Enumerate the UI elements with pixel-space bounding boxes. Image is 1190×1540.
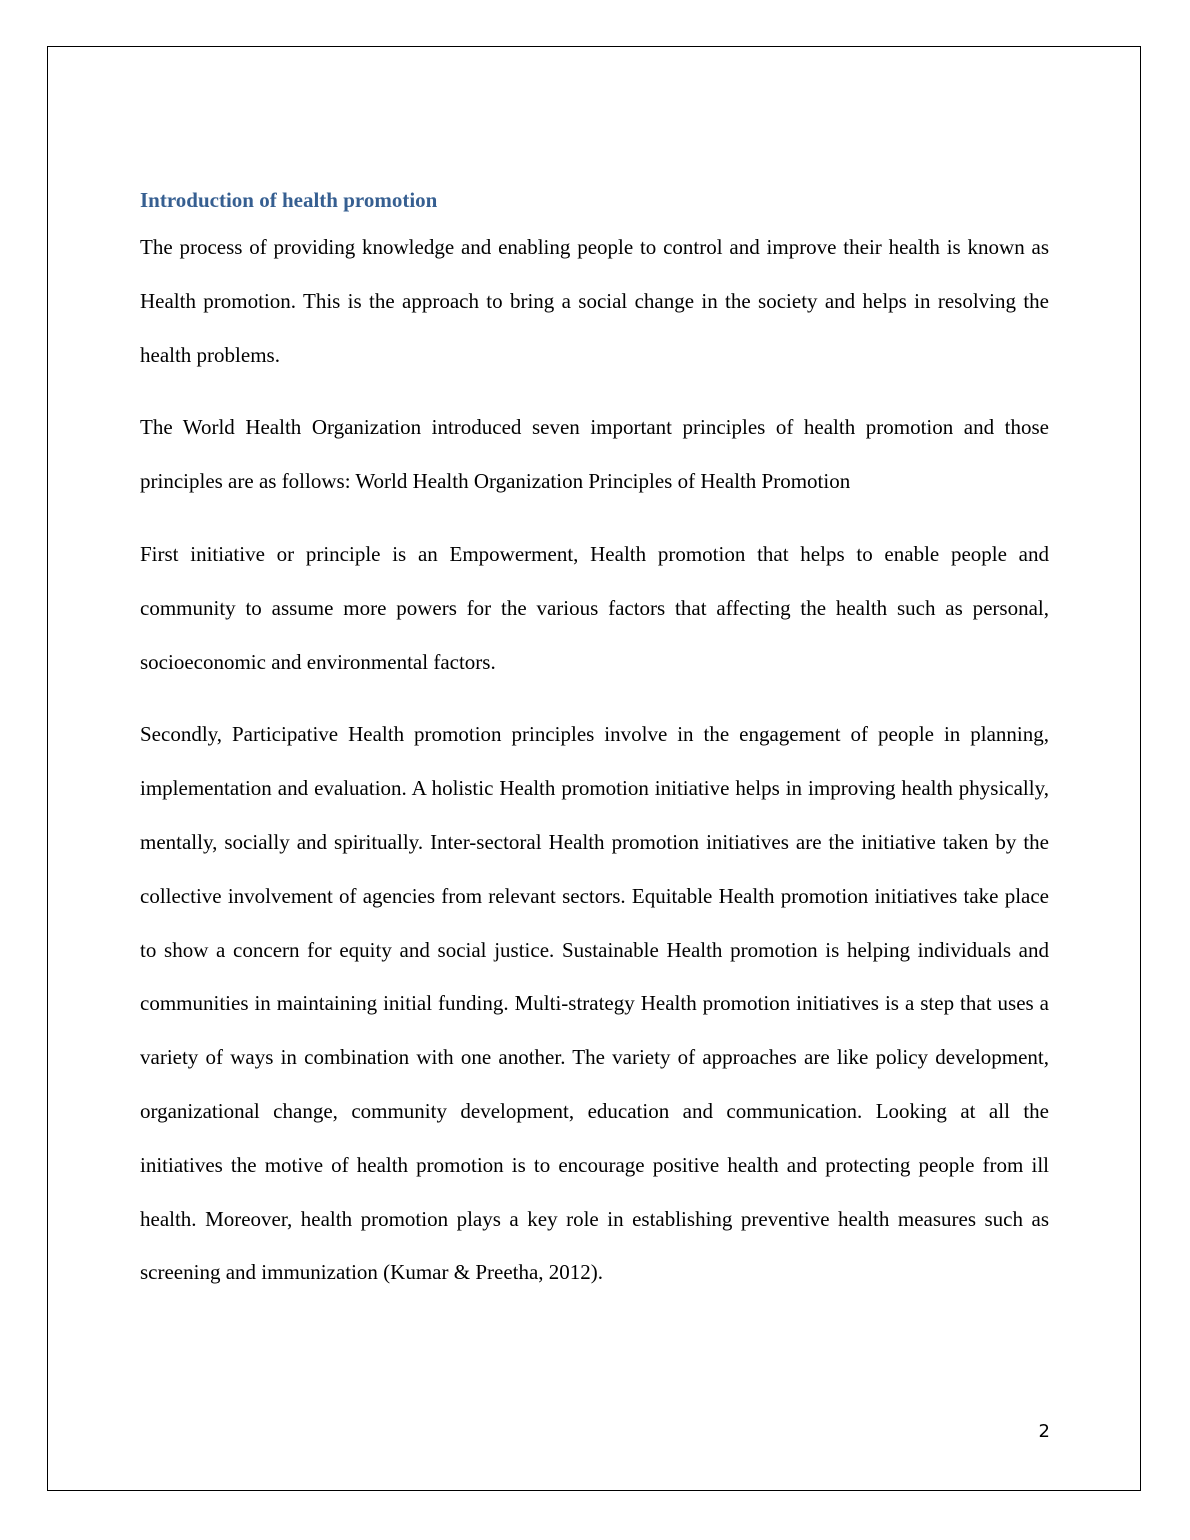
paragraph-1: The process of providing knowledge and enabling people to control and improve their health is known as Health promotion. This is the approach to bring a social change in the society and helps in resolving the health problems. <box>140 235 1049 367</box>
paragraph-4: Secondly, Participative Health promotion principles involve in the engagement of people in planning, implementation and evaluation. A holistic Health promotion initiative helps in improving health physically, mentally, socially and spiritually. Inter-sectoral Health promotion initiatives are the initiative taken by the collective involvement of agencies from relevant sectors. Equitable Health promotion initiatives take place to show a concern for equity and social justice. Sustainable Health promotion is helping individuals and communities in maintaining initial funding. Multi-strategy Health promotion initiatives is a step that uses a variety of ways in combination with one another. The variety of approaches are like policy development, organizational change, community development, education and communication. Looking at all the initiatives the motive of health promotion is to encourage positive health and protecting people from ill health. Moreover, health promotion plays a key role in establishing preventive health measures such as screening and immunization (Kumar & Preetha, 2012). <box>140 722 1049 1285</box>
page-number: 2 <box>1038 1421 1050 1442</box>
document-body <box>140 184 1049 1319</box>
paragraph-2: The World Health Organization introduced seven important principles of health promotion and those principles are as follows: World Health Organization Principles of Health Promotion <box>140 415 1049 494</box>
paragraph-3: First initiative or principle is an Empowerment, Health promotion that helps to enable people and community to assume more powers for the various factors that affecting the health such as personal, socioeconomic and environmental factors. <box>140 541 1049 674</box>
section-heading: Introduction of health promotion <box>140 188 438 212</box>
